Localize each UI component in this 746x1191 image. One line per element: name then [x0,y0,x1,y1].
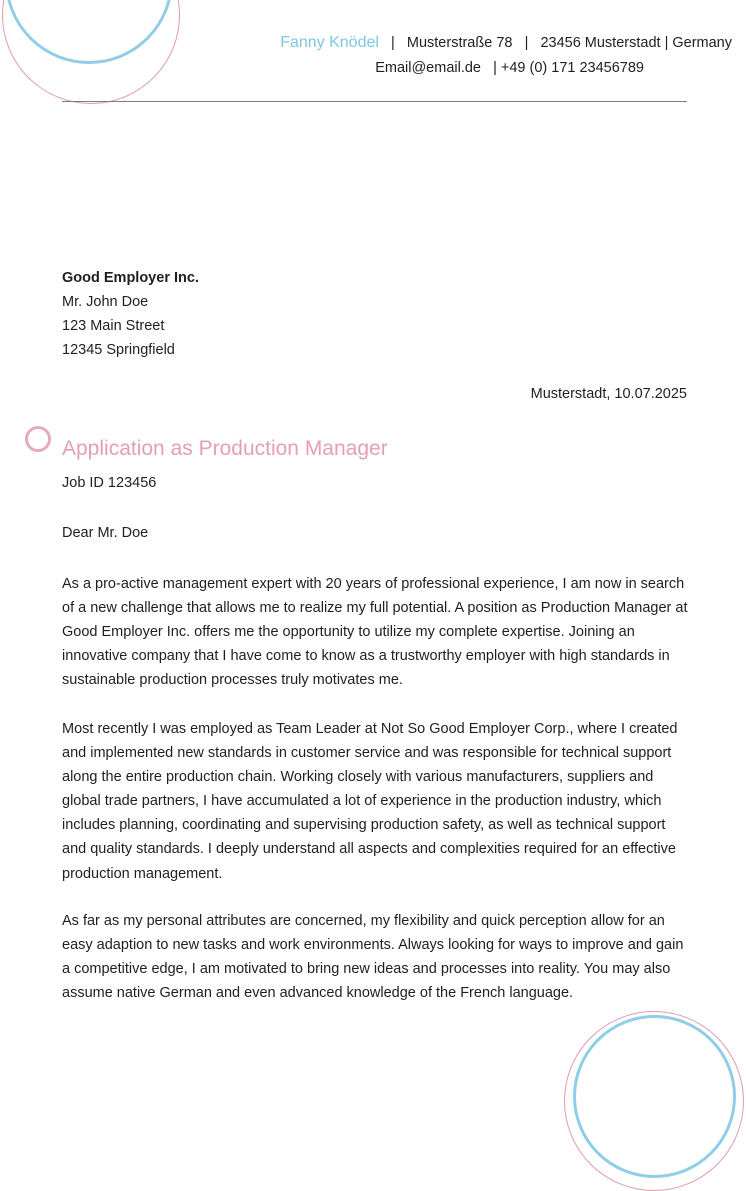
recipient-city: 12345 Springfield [62,342,175,358]
recipient-address [62,266,199,362]
recipient-street: 123 Main Street [62,318,165,334]
salutation: Dear Mr. Doe [62,525,149,541]
sender-header-line1 [280,34,732,52]
sender-email: Email@email.de [375,60,481,76]
sender-phone: | +49 (0) 171 23456789 [493,60,644,76]
body-paragraph-3: As far as my personal attributes are concerned, my flexibility and quick perception allow for an easy adaption to new tasks and work environments. Always looking for ways to improve and gain a competitive edge, I am motivated to bring new ideas and processes into reality. You may also assume native German and even advanced knowledge of the French language. [62,913,684,1002]
recipient-company: Good Employer Inc. [62,270,199,286]
body-paragraph-2: Most recently I was employed as Team Leader at Not So Good Employer Corp., where I created and implemented new standards in customer service and was responsible for technical support along the entire production chain. Working closely with various manufacturers, suppliers and global trade partners, I have accumulated a lot of experience in the production industry, which includes planning, coordinating and supervising production safety, as well as technical support and quality standards. I deeply understand all aspects and complexities required for an effective production management. [62,721,678,882]
header-divider [62,101,687,102]
letter-date: Musterstadt, 10.07.2025 [530,386,687,402]
header-separator: | [391,35,395,51]
header-separator: | [524,35,529,51]
recipient-person: Mr. John Doe [62,294,149,310]
sender-city-country: 23456 Musterstadt | Germany [540,35,732,51]
sender-street: Musterstraße 78 [406,35,513,51]
body-paragraph-1: As a pro-active management expert with 20 years of professional experience, I am now in search of a new challenge that allows me to realize my full potential. A position as Production Manager at Good Employer Inc. offers me the opportunity to utilize my complete expertise. Joining an innovative company that I have come to know as a trustworthy employer with high standards in sustainable production processes truly motivates me. [62,576,688,689]
decorative-circle-blue-bottom-right [573,1015,736,1178]
job-id: Job ID 123456 [62,475,157,491]
letter-subject: Application as Production Manager [62,437,388,460]
sender-header-line2 [375,60,644,76]
subject-bullet-circle-icon [25,426,51,452]
sender-name: Fanny Knödel [280,34,379,51]
